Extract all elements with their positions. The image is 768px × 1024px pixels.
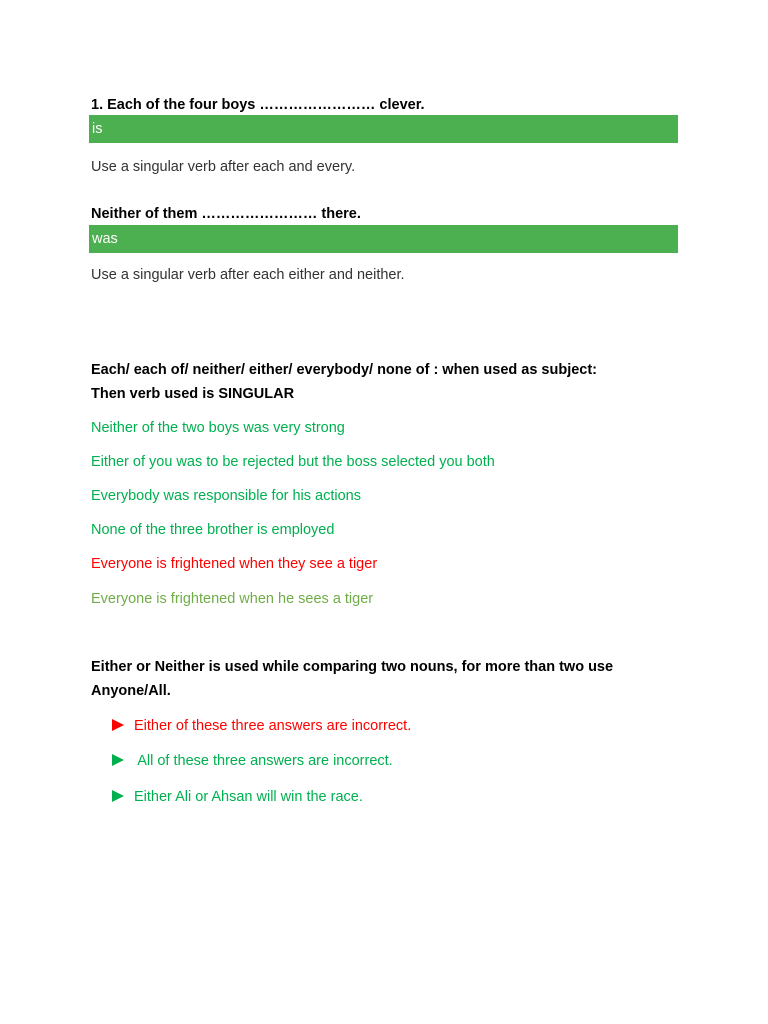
bullet-item-3 [112, 787, 363, 807]
rule-2-line-2: Anyone/All. [91, 683, 171, 699]
explanation-1: Use a singular verb after each and every. [91, 159, 356, 175]
answer-1-bar: is [89, 115, 678, 143]
example-1: Neither of the two boys was very strong [91, 420, 345, 436]
example-6-correct: Everyone is frightened when he sees a tiger [91, 591, 374, 607]
question-2: Neither of them …………………… there. [91, 206, 361, 222]
bullet-item-1 [112, 716, 411, 736]
example-4: None of the three brother is employed [91, 522, 335, 538]
rule-1-line-1: Each/ each of/ neither/ either/ everybody/ none of : when used as subject: [91, 362, 598, 378]
triangle-right-red-icon [112, 719, 124, 731]
example-2: Either of you was to be rejected but the boss selected you both [91, 454, 495, 470]
bullet-item-1-text: Either of these three answers are incorrect. [134, 718, 412, 734]
triangle-right-green-icon [112, 790, 124, 802]
bullet-item-3-text: Either Ali or Ahsan will win the race. [134, 789, 363, 805]
example-3: Everybody was responsible for his actions [91, 488, 361, 504]
example-5-incorrect: Everyone is frightened when they see a tiger [91, 556, 378, 572]
rule-2-line-1: Either or Neither is used while comparing two nouns, for more than two use [91, 659, 614, 675]
triangle-right-green-icon [112, 754, 124, 766]
explanation-2: Use a singular verb after each either and neither. [91, 267, 405, 283]
rule-1-line-2: Then verb used is SINGULAR [91, 386, 295, 402]
bullet-item-2 [112, 751, 393, 771]
bullet-item-2-text: All of these three answers are incorrect. [134, 753, 393, 769]
question-1: 1. Each of the four boys …………………… clever. [91, 97, 425, 113]
answer-2-bar: was [89, 225, 678, 253]
